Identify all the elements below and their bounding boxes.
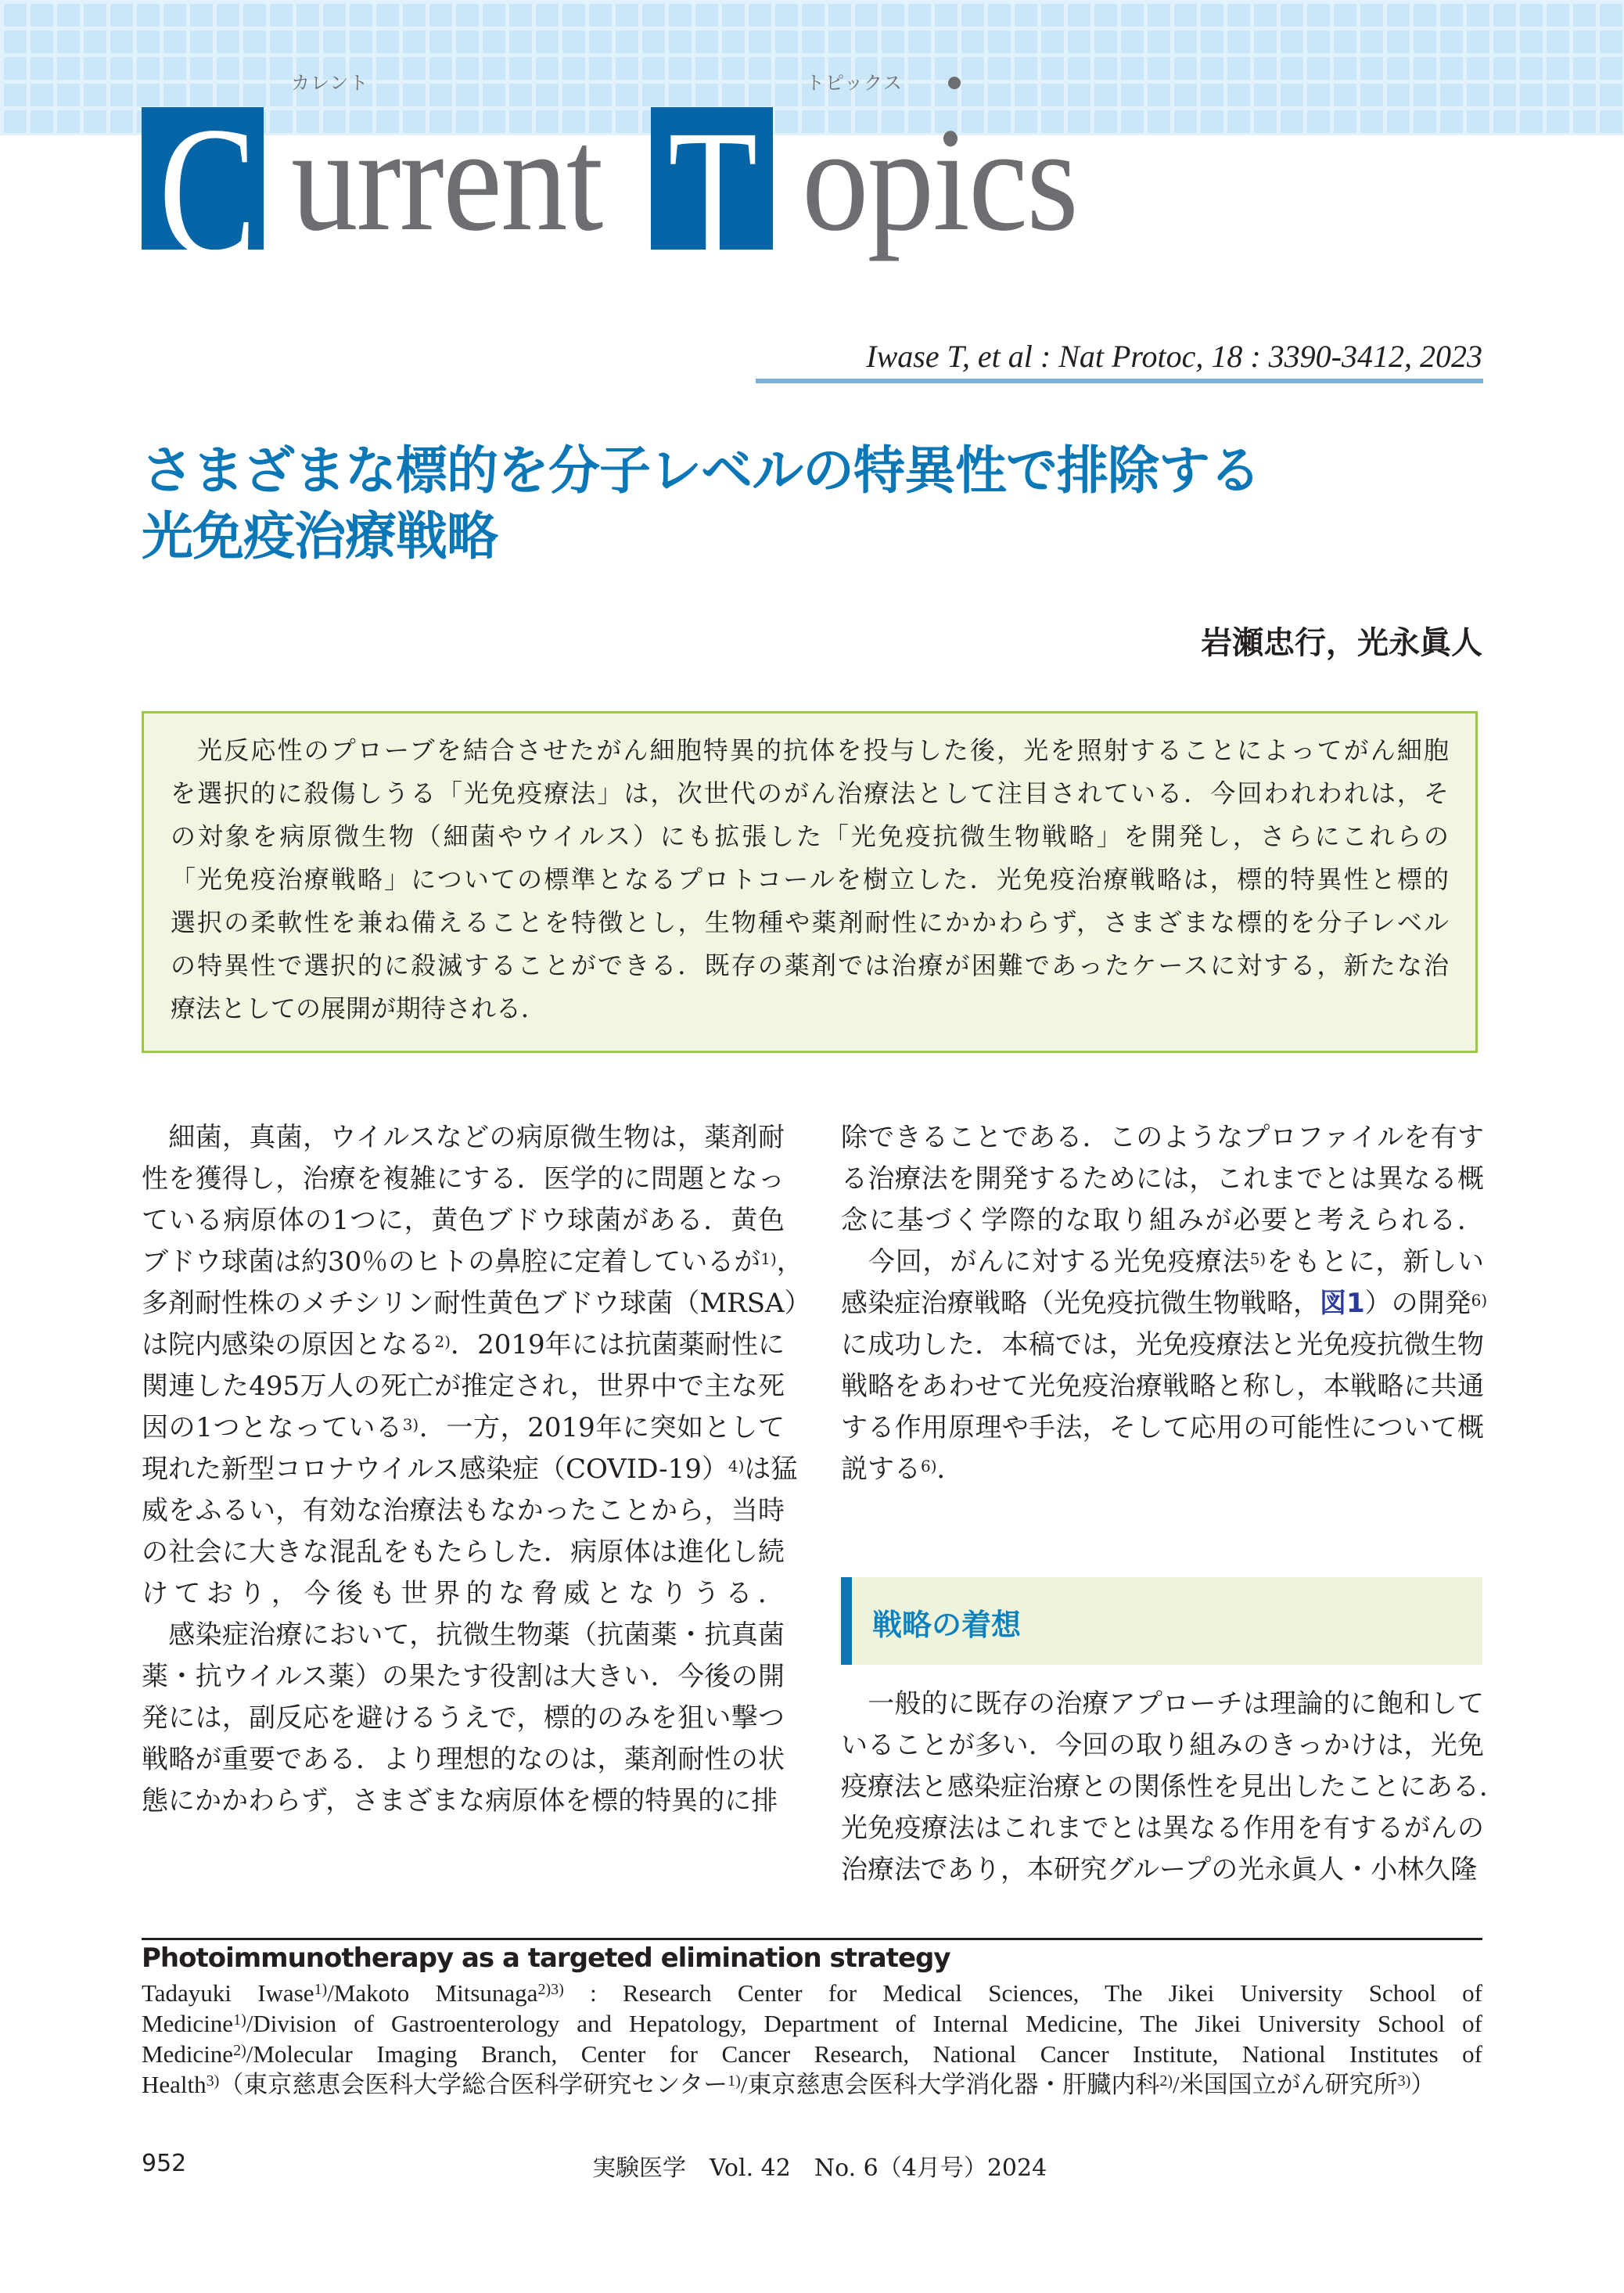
text-run: 治療法であり，本研究グループの光永眞人・小林久隆 [841,1854,1478,1885]
text-line [142,1490,785,1532]
text-line [142,1978,1482,2008]
title-line: さまざまな標的を分子レベルの特異性で排除する [142,440,1260,501]
text-line [841,1324,1484,1366]
reference-superscript: 3) [206,2072,220,2090]
text-run: 細菌，真菌，ウイルスなどの病原微生物は，薬剤耐 [142,1122,785,1153]
text-line [841,1242,1484,1283]
text-line [142,1698,785,1739]
text-line [142,1615,785,1656]
text-run: 威をふるい，有効な治療法もなかったことから，当時 [142,1495,785,1526]
text-line [142,1283,811,1324]
text-run: 感染症治療戦略（光免疫抗微生物戦略， [841,1288,1320,1319]
text-line [841,1808,1484,1849]
text-run: Medicine [142,2010,234,2037]
text-run: 除できることである．このようなプロファイルを有す [841,1122,1484,1153]
reference-superscript: 6) [1471,1291,1488,1310]
text-line [841,1159,1484,1200]
text-run: る治療法を開発するためには，これまでとは異なる概 [841,1163,1484,1195]
logo-c-box [142,88,264,296]
text-run: いることが多い．今回の取り組みのきっかけは，光免 [841,1730,1484,1761]
reference-superscript: 1) [728,2072,741,2090]
reference-superscript: 1) [233,2011,246,2029]
logo-letter-c: C [159,88,257,296]
text-run: : Research Center for Medical Sciences, The Jikei University School of [563,1979,1482,2007]
reference-superscript: 1) [314,1981,328,1998]
authors: 岩瀬忠行，光永眞人 [1201,625,1482,661]
section-body [841,1684,1506,1891]
text-run: 一般的に既存の治療アプローチは理論的に飽和して [841,1688,1484,1720]
text-run: Medicine [142,2040,234,2068]
body-column-left [142,1117,811,1822]
text-run: 性を獲得し，治療を複雑にする．医学的に問題となっ [142,1163,785,1195]
text-run: /東京慈恵会医科大学消化器・肝臓内科 [740,2071,1160,2098]
text-line [142,2039,1482,2069]
text-line: 「光免疫治療戦略」についての標準となるプロトコールを樹立した．光免疫治療戦略は，標的特異性と標的 [171,864,1449,894]
text-line [142,1532,785,1573]
text-run: Health [142,2071,207,2098]
text-run: 発には，副反応を避けるうえで，標的のみを狙い撃つ [142,1702,785,1734]
section-heading-bar [841,1577,852,1665]
text-run: をもとに，新しい [1266,1246,1485,1278]
text-run: 説する [841,1454,921,1485]
reference-superscript: 2) [1159,2072,1173,2090]
reference-superscript: 2) [434,1332,451,1351]
reference-superscript: 6) [921,1457,937,1475]
text-line [142,1159,785,1200]
text-run: 因の1つとなっている [142,1412,403,1443]
logo-word-topics: opics [802,98,1077,262]
text-line [142,1407,785,1449]
text-line: 光反応性のプローブを結合させたがん細胞特異的抗体を投与した後，光を照射することによってがん細胞 [171,735,1449,765]
text-line [841,1766,1506,1808]
text-run: 感染症治療において，抗微生物薬（抗菌薬・抗真菌 [142,1619,785,1651]
journal-info: 実験医学 Vol. 42 No. 6（4月号）2024 [592,2155,1047,2182]
section-heading-text: 戦略の着想 [872,1608,1022,1642]
text-line [142,1200,785,1242]
text-run: 今回，がんに対する光免疫療法 [841,1246,1250,1278]
text-line [841,1283,1488,1324]
text-line [841,1684,1484,1725]
logo-t-box [651,91,773,299]
reference-superscript: 2) [233,2042,246,2059]
reference-superscript: 4) [728,1457,745,1475]
text-line [142,1781,785,1822]
text-line [142,1366,785,1407]
text-line [142,1449,798,1490]
text-run: /Molecular Imaging Branch, Center for Cancer Research, National Cancer Institute, National Institutes of [246,2040,1482,2068]
logo-kana-current: カレント [291,72,369,94]
text-run: 疫療法と感染症治療との関係性を見出したことにある． [841,1771,1506,1802]
body-column-right [841,1117,1488,1490]
text-line [841,1725,1484,1766]
text-run: /Division of Gastroenterology and Hepatology, Department of Internal Medicine, The Jikei University School of [246,2010,1482,2037]
reference-superscript: 2)3) [537,1981,564,1998]
text-run: ．一方，2019年に突如として [419,1412,785,1443]
text-line [841,1849,1484,1891]
text-line [841,1117,1484,1159]
title-line: 光免疫治療戦略 [142,506,498,566]
text-line [142,2008,1482,2039]
text-line [142,1656,785,1698]
text-line: を選択的に殺傷しうる「光免疫療法」は，次世代のがん治療法として注目されている．今回われわれは，そ [171,778,1449,808]
text-run: は院内感染の原因となる [142,1329,435,1360]
text-run: ブドウ球菌は約30％のヒトの鼻腔に定着しているが [142,1246,761,1278]
text-line: 選択の柔軟性を兼ね備えることを特徴とし，生物種や薬剤耐性にかかわらず，さまざまな標的を分子レベル [171,907,1449,937]
affiliations [142,1978,1482,2100]
text-run: 多剤耐性株のメチシリン耐性黄色ブドウ球菌（MRSA） [142,1288,811,1319]
figure-link[interactable]: 図1 [1320,1288,1365,1319]
text-run: /Makoto Mitsunaga [327,1979,538,2007]
reference-superscript: 5) [1249,1249,1267,1268]
footer-divider [142,1938,1482,1940]
text-run: 戦略が重要である．より理想的なのは，薬剤耐性の状 [142,1744,785,1775]
text-run: に成功した．本稿では，光免疫療法と光免疫抗微生物 [841,1329,1484,1360]
article-title [142,438,1495,570]
text-line [841,1407,1484,1449]
text-run: 現れた新型コロナウイルス感染症（COVID-19） [142,1454,728,1485]
text-run: 関連した495万人の死亡が推定され，世界中で主な死 [142,1371,785,1402]
text-run: （東京慈恵会医科大学総合医科学研究センター [219,2071,728,2098]
text-run: ） [1410,2071,1435,2098]
text-run: けており，今後も世界的な脅威となりうる． [142,1578,785,1609]
reference-superscript: 1) [760,1249,777,1268]
text-run: する作用原理や手法，そして応用の可能性について概 [841,1412,1484,1443]
text-line: の特異性で選択的に殺滅することができる．既存の薬剤では治療が困難であったケースに対する，新たな治 [171,951,1449,980]
text-line [841,1366,1484,1407]
text-run: は猛 [744,1454,798,1485]
logo-letter-t: T [668,91,758,299]
page-number: 952 [142,2150,187,2177]
citation-underline [756,379,1483,383]
text-line [142,1117,785,1159]
english-title: Photoimmunotherapy as a targeted elimination strategy [142,1943,950,1974]
text-line [142,2069,1482,2100]
text-run: 光免疫療法はこれまでとは異なる作用を有するがんの [841,1813,1484,1844]
text-run: Tadayuki Iwase [142,1979,314,2007]
text-line: の対象を病原微生物（細菌やウイルス）にも拡張した「光免疫抗微生物戦略」を開発し，さらにこれらの [171,821,1449,851]
logo-dot-icon [948,77,961,89]
text-run: /米国国立がん研究所 [1173,2071,1398,2098]
text-run: ）の開発 [1364,1288,1471,1319]
text-line [841,1200,1484,1242]
text-run: ている病原体の1つに，黄色ブドウ球菌がある．黄色 [142,1205,785,1236]
logo-kana-topics: トピックス [806,72,903,94]
text-run: ． [936,1454,964,1485]
text-run: 念に基づく学際的な取り組みが必要と考えられる． [841,1205,1484,1236]
text-line [142,1242,803,1283]
citation: Iwase T, et al : Nat Protoc, 18 : 3390-3412, 2023 [866,339,1482,374]
section-heading [841,1577,1482,1665]
text-run: ， [776,1246,803,1278]
logo-word-current: urrent [291,98,602,262]
reference-superscript: 3) [1397,2072,1411,2090]
text-line [841,1449,1484,1490]
text-run: 薬・抗ウイルス薬）の果たす役割は大きい．今後の開 [142,1661,785,1692]
text-run: の社会に大きな混乱をもたらした．病原体は進化し続 [142,1536,785,1568]
reference-superscript: 3) [402,1415,419,1434]
text-line [142,1739,785,1781]
text-run: ．2019年には抗菌薬耐性に [451,1329,785,1360]
abstract-box [142,711,1478,1053]
text-line [142,1324,785,1366]
text-line: 療法としての展開が期待される． [171,994,547,1023]
text-run: 戦略をあわせて光免疫治療戦略と称し，本戦略に共通 [841,1371,1484,1402]
text-line [142,1573,785,1615]
text-run: 態にかかわらず，さまざまな病原体を標的特異的に排 [142,1785,778,1817]
